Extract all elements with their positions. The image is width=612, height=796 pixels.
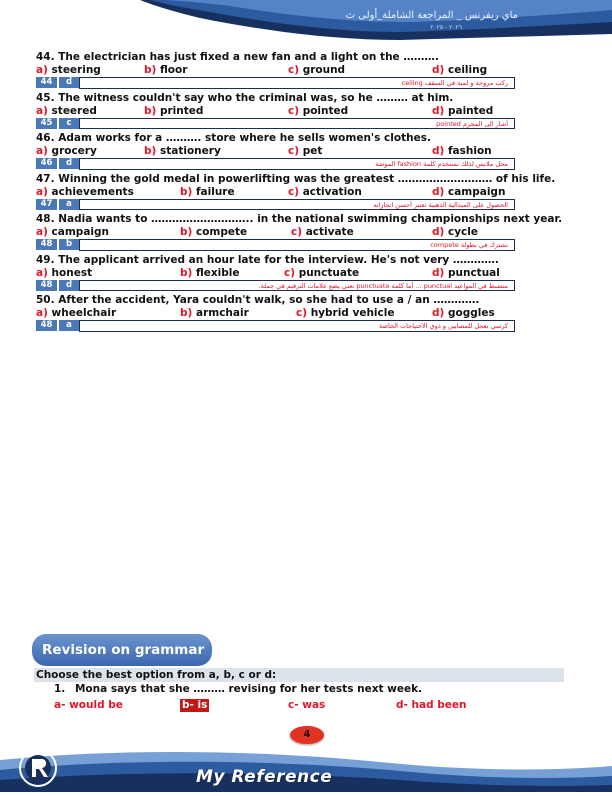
answer-number: 45 — [36, 118, 57, 129]
option-row — [36, 64, 564, 77]
question-stem: 48. Nadia wants to ……………………….. in the national swimming championships next year. — [36, 213, 563, 225]
answer-letter: d — [59, 158, 79, 169]
answer-explanation: تشترك في بطولة compete — [430, 241, 508, 249]
option-d: d) fashion — [432, 145, 492, 157]
answer-row — [36, 77, 564, 90]
option-b: b) floor — [144, 64, 188, 76]
grammar-question-text: Mona says that she ……… revising for her tests next week. — [74, 683, 423, 695]
question-stem: 45. The witness couldn't say who the criminal was, so he ……… at him. — [36, 91, 454, 104]
option-row — [36, 267, 564, 280]
option-row — [36, 145, 564, 158]
question-item — [36, 173, 564, 214]
question-item — [36, 51, 564, 92]
option-c: c) ground — [288, 64, 346, 76]
option-b: b) stationery — [144, 145, 221, 157]
answer-row — [36, 280, 564, 293]
answer-number: 47 — [36, 199, 57, 210]
grammar-option-b-selected: b- is — [182, 699, 208, 711]
header-subtitle: ٢٠٢٦ - ٢٠٢٥ — [430, 24, 462, 31]
answer-explanation: أشار الى المجرم pointed — [436, 119, 508, 128]
option-row — [36, 307, 564, 320]
option-row — [36, 226, 564, 239]
grammar-section-title: Revision on grammar — [32, 634, 212, 666]
question-item — [36, 92, 564, 133]
grammar-option-a: a- would be — [54, 699, 123, 711]
answer-explanation: منضبط في المواعيد punctual ... أما كلمة punctuate تعني يضع علامات الترقيم في جملة. — [258, 281, 508, 290]
header-title: ماي ريفرنس _ المراجعة الشاملة_أولى ث — [345, 10, 518, 21]
question-item — [36, 294, 564, 335]
option-c: c) hybrid vehicle — [296, 307, 395, 319]
answer-explanation: الحصول على الميدالية الذهبية تعتبر أحسن انجازاته — [373, 200, 508, 209]
answer-explanation-box — [79, 158, 515, 170]
option-d: d) painted — [432, 104, 494, 117]
option-d: d) ceiling — [432, 64, 488, 76]
answer-explanation-box — [79, 77, 515, 89]
question-list — [36, 51, 564, 335]
option-row — [36, 105, 564, 118]
option-a: a) grocery — [36, 145, 97, 157]
grammar-question — [54, 683, 422, 696]
option-c: c) pet — [288, 145, 323, 157]
answer-number: 46 — [36, 158, 57, 169]
question-item — [36, 132, 564, 173]
answer-row — [36, 239, 564, 252]
option-d: d) cycle — [432, 226, 478, 238]
brand-logo-icon — [10, 742, 74, 790]
answer-row — [36, 158, 564, 171]
option-a: a) honest — [36, 266, 93, 279]
option-a: a) steering — [36, 64, 101, 76]
answer-explanation: محل ملابس لذلك نستخدم كلمة fashion الموضة — [375, 160, 508, 168]
answer-explanation: كرسي بعجل للمصابين و ذوي الاحتياجات الخاصة — [378, 322, 508, 330]
answer-explanation-box — [79, 320, 515, 332]
answer-explanation-box — [79, 118, 515, 130]
answer-letter: a — [59, 320, 79, 331]
answer-explanation-box — [79, 199, 515, 211]
option-b: b) printed — [144, 104, 204, 117]
option-a: a) steered — [36, 104, 97, 117]
option-d: d) punctual — [432, 266, 500, 279]
answer-letter: b — [59, 239, 79, 250]
grammar-question-number: 1. — [54, 683, 66, 695]
option-d: d) goggles — [432, 307, 495, 319]
option-c: c) activation — [288, 185, 362, 198]
option-a: a) campaign — [36, 226, 109, 238]
answer-row — [36, 118, 564, 131]
answer-explanation: ركب مروحة و لمبة في السقف ceiling — [401, 79, 508, 87]
header-wave-graphic — [0, 0, 612, 42]
answer-number: 44 — [36, 77, 57, 88]
question-stem: 50. After the accident, Yara couldn't walk, so she had to use a / an …………. — [36, 294, 480, 306]
answer-letter: a — [59, 199, 79, 210]
question-stem: 46. Adam works for a ………. store where he sells women's clothes. — [36, 132, 431, 144]
question-item — [36, 254, 564, 295]
question-stem: 47. Winning the gold medal in powerlifting was the greatest ……………………… of his life. — [36, 172, 556, 185]
question-stem: 49. The applicant arrived an hour late for the interview. He's not very …………. — [36, 253, 499, 266]
answer-explanation-box — [79, 239, 515, 251]
answer-letter: d — [59, 280, 79, 291]
option-c: c) activate — [291, 226, 354, 238]
answer-row — [36, 199, 564, 212]
page-number: 4 — [290, 726, 324, 744]
option-a: a) wheelchair — [36, 307, 117, 319]
grammar-option-c: c- was — [288, 699, 326, 711]
option-c: c) pointed — [288, 104, 349, 117]
option-c: c) punctuate — [284, 266, 360, 279]
answer-number: 48 — [36, 239, 57, 250]
answer-letter: c — [59, 118, 79, 129]
answer-number: 48 — [36, 280, 57, 291]
option-b: b) flexible — [180, 266, 240, 279]
answer-letter: d — [59, 77, 79, 88]
option-row — [36, 186, 564, 199]
answer-row — [36, 320, 564, 333]
question-stem: 44. The electrician has just fixed a new fan and a light on the ………. — [36, 51, 439, 63]
grammar-option-d: d- had been — [396, 699, 467, 711]
option-b: b) armchair — [180, 307, 249, 319]
footer-brand: My Reference — [196, 767, 333, 787]
page-header — [0, 0, 612, 42]
question-item — [36, 213, 564, 254]
answer-explanation-box — [79, 280, 515, 292]
grammar-instruction: Choose the best option from a, b, c or d: — [36, 669, 277, 681]
answer-number: 48 — [36, 320, 57, 331]
option-b: b) compete — [180, 226, 248, 238]
option-a: a) achievements — [36, 185, 134, 198]
option-b: b) failure — [180, 185, 235, 198]
option-d: d) campaign — [432, 185, 506, 198]
